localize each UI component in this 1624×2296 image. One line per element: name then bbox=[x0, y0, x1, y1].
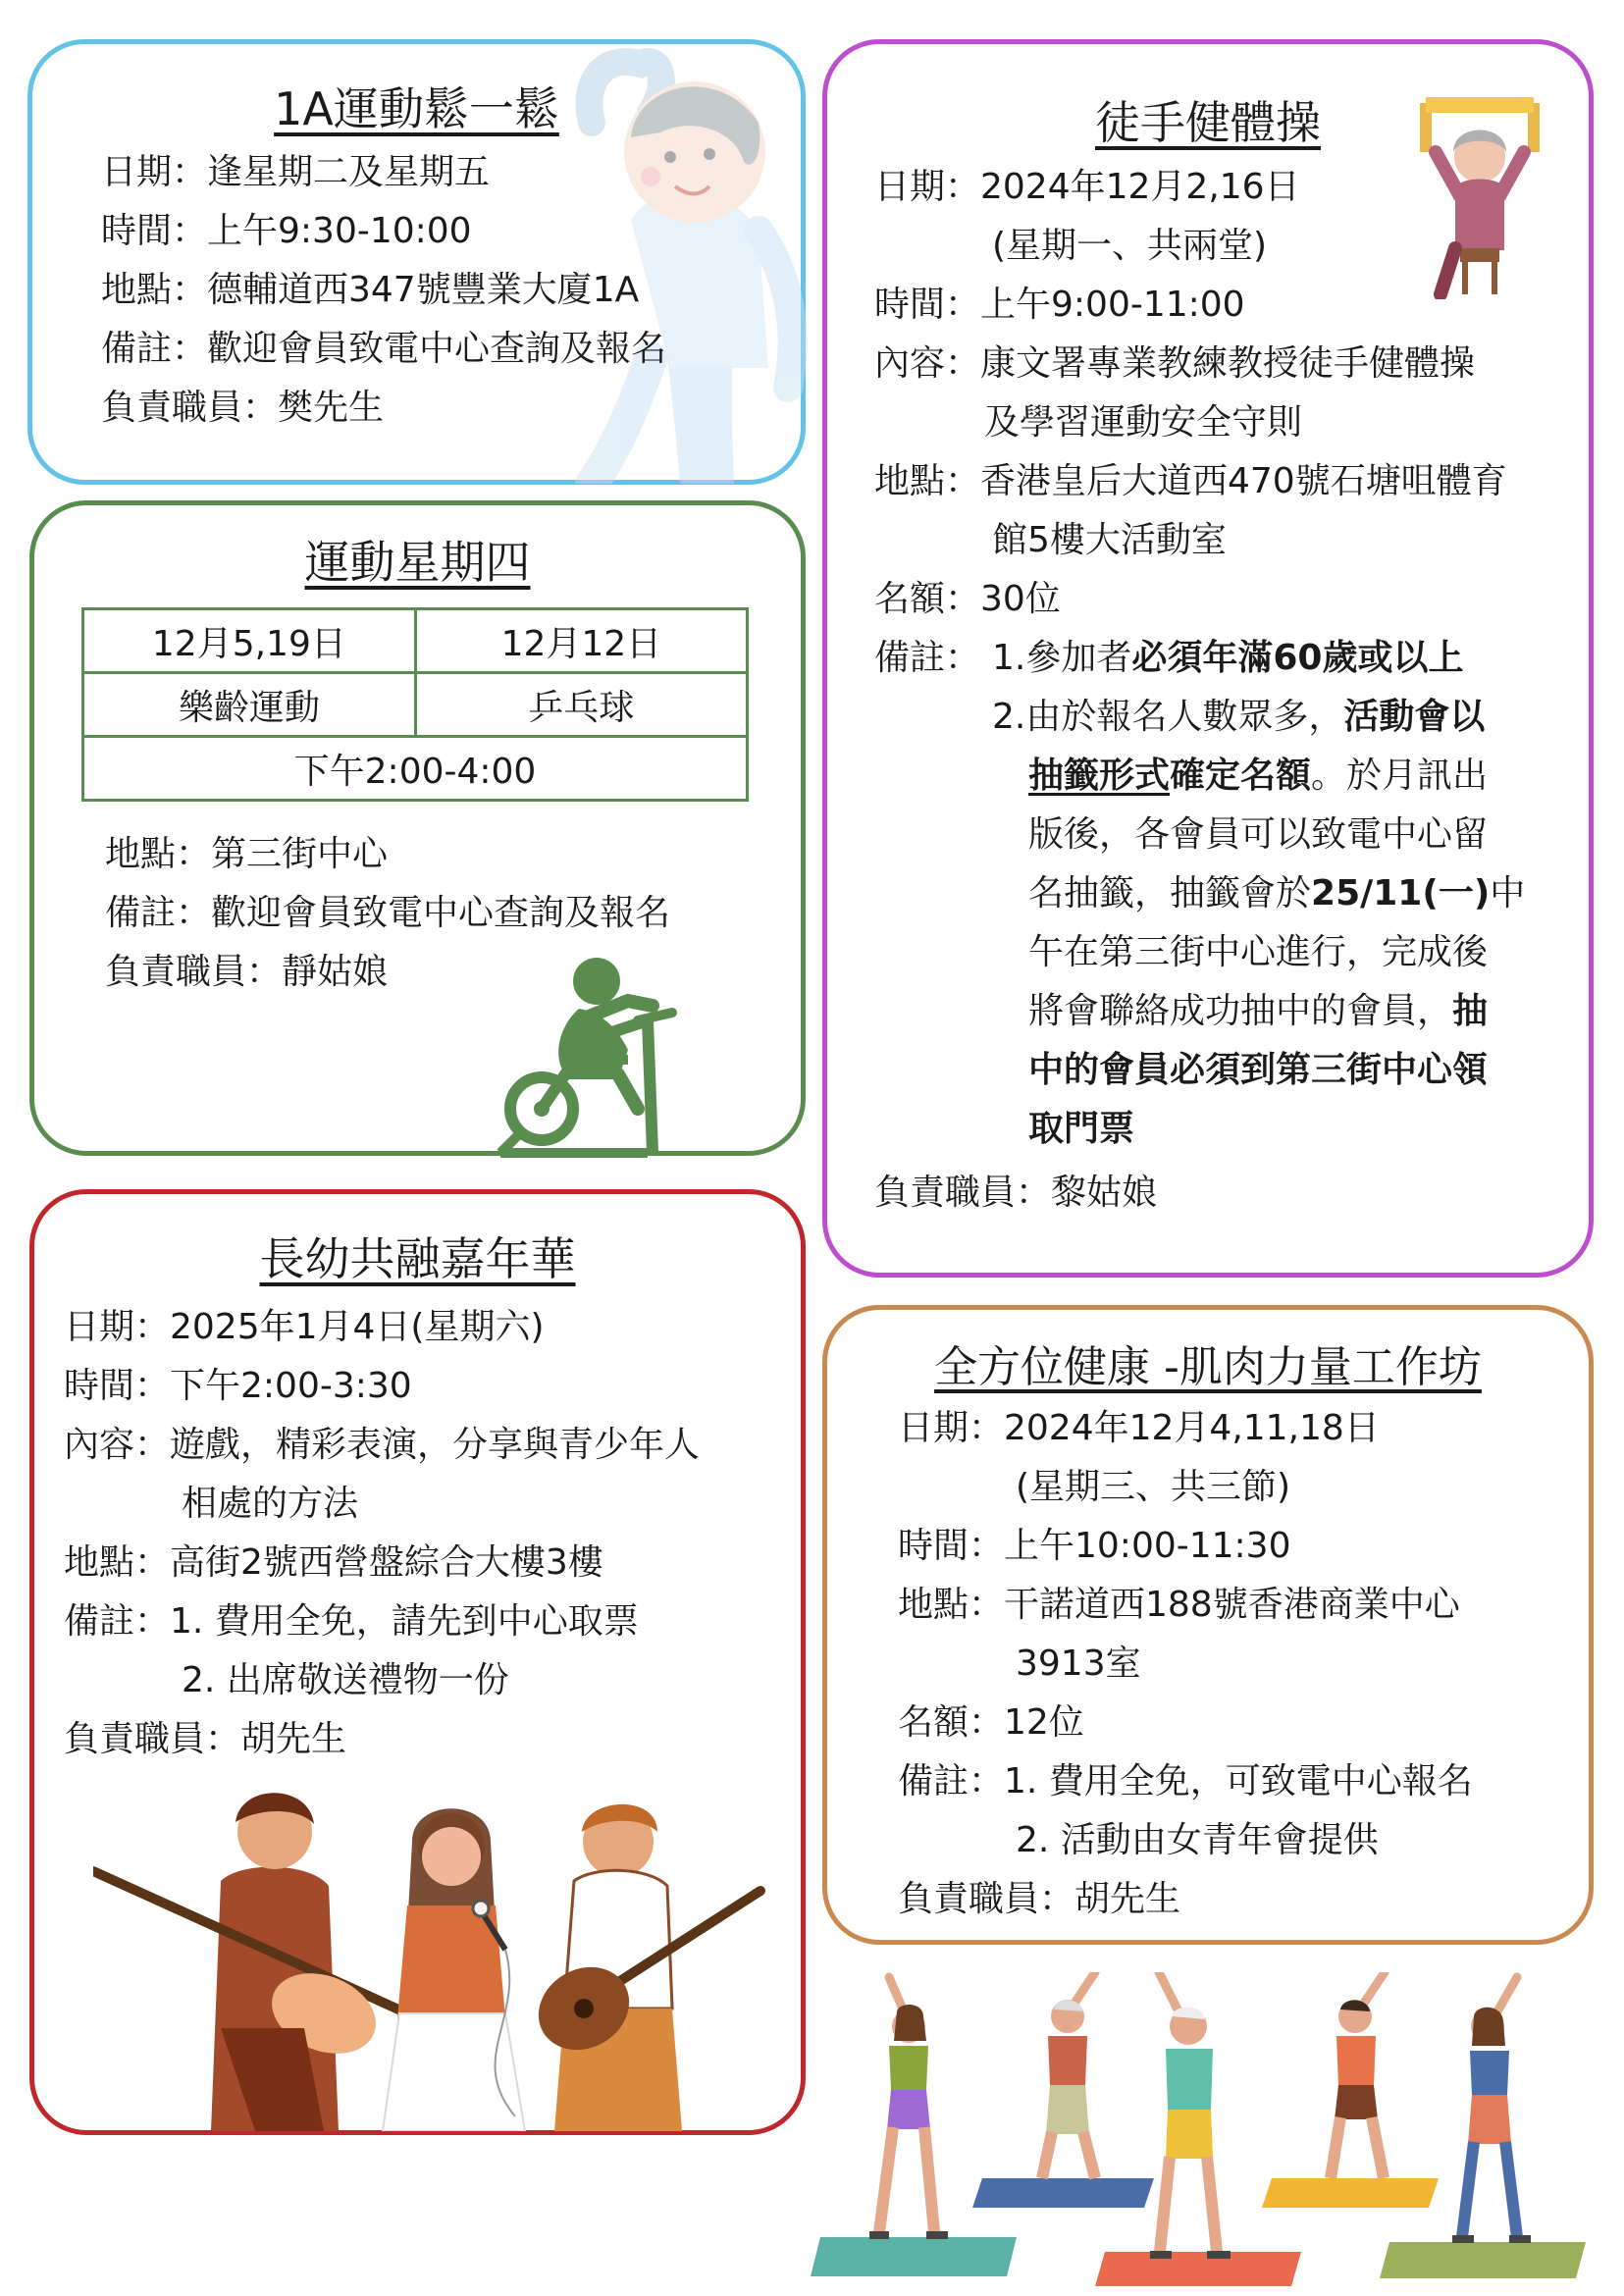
schedule-activity-2: 乒乓球 bbox=[415, 673, 747, 737]
card-freehand-date-note: (星期一、共兩堂) bbox=[992, 226, 1268, 266]
remark-2-e-a: 名抽籤，抽籤會於 bbox=[1028, 873, 1312, 913]
card-freehand-location-cont: 館5樓大活動室 bbox=[992, 520, 1227, 560]
exercise-bike-icon bbox=[481, 952, 746, 1158]
card-freehand-quota: 名額：30位 bbox=[874, 579, 1061, 619]
card-freehand-remark-label: 備註： bbox=[874, 638, 981, 678]
remark-2-c-bold: 確定名額 bbox=[1170, 756, 1312, 796]
card-muscle-quota: 名額：12位 bbox=[898, 1702, 1084, 1743]
remark-2-g-b: 抽 bbox=[1452, 991, 1489, 1031]
remark-2-g-a: 將會聯絡成功抽中的會員， bbox=[1028, 991, 1453, 1031]
remark-1-prefix: 1.參加者 bbox=[992, 638, 1132, 678]
card-freehand-exercise bbox=[822, 39, 1594, 1278]
card-thursday-exercise bbox=[29, 500, 806, 1156]
card-muscle-title: 全方位健康 -肌肉力量工作坊 bbox=[934, 1342, 1482, 1392]
card-freehand-title: 徒手健體操 bbox=[1095, 96, 1321, 149]
card-thursday-title: 運動星期四 bbox=[304, 536, 531, 589]
card-freehand-remark-2h: 中的會員必須到第三街中心領 bbox=[1028, 1050, 1489, 1090]
card-muscle-date: 日期：2024年12月4,11,18日 bbox=[898, 1408, 1380, 1448]
card-muscle-time: 時間：上午10:00-11:30 bbox=[898, 1526, 1291, 1566]
card-carnival-remark-2: 2. 出席敬送禮物一份 bbox=[182, 1660, 509, 1700]
card-freehand-remark-2c bbox=[1028, 756, 1488, 796]
card-carnival-location: 地點：高街2號西營盤綜合大樓3樓 bbox=[64, 1542, 603, 1583]
card-freehand-content-cont: 及學習運動安全守則 bbox=[984, 402, 1303, 443]
card-muscle-remark-1: 備註：1. 費用全免，可致電中心報名 bbox=[898, 1761, 1473, 1801]
card-freehand-remark-2d: 版後，各會員可以致電中心留 bbox=[1028, 814, 1489, 855]
group-stretching-icon bbox=[811, 1972, 1596, 2291]
card-muscle-location: 地點：干諾道西188號香港商業中心 bbox=[898, 1585, 1460, 1625]
card-freehand-staff: 負責職員：黎姑娘 bbox=[874, 1173, 1158, 1213]
card-muscle-staff: 負責職員：胡先生 bbox=[898, 1879, 1181, 1919]
card-freehand-time: 時間：上午9:00-11:00 bbox=[874, 285, 1245, 325]
card-1a-date: 日期：逢星期二及星期五 bbox=[101, 152, 491, 192]
remark-2-b: 活動會以 bbox=[1343, 697, 1486, 737]
schedule-date-1: 12月5,19日 bbox=[83, 609, 416, 673]
schedule-time: 下午2:00-4:00 bbox=[83, 737, 748, 801]
card-carnival-content-cont: 相處的方法 bbox=[182, 1484, 359, 1524]
card-1a-remark: 備註：歡迎會員致電中心查詢及報名 bbox=[101, 329, 667, 369]
card-carnival-time: 時間：下午2:00-3:30 bbox=[64, 1366, 412, 1406]
card-carnival bbox=[29, 1189, 806, 2135]
card-freehand-remark-2f: 午在第三街中心進行，完成後 bbox=[1028, 932, 1489, 972]
card-freehand-content: 內容：康文署專業教練教授徒手健體操 bbox=[874, 343, 1476, 384]
card-muscle-location-cont: 3913室 bbox=[1016, 1644, 1141, 1684]
card-freehand-remark-2e bbox=[1028, 873, 1525, 913]
remark-2-a: 2.由於報名人數眾多， bbox=[992, 697, 1344, 737]
card-freehand-remark-2i: 取門票 bbox=[1028, 1109, 1135, 1149]
card-1a-time: 時間：上午9:30-10:00 bbox=[101, 211, 472, 251]
remark-2-c-underline: 抽籤形式 bbox=[1028, 756, 1171, 796]
schedule-date-2: 12月12日 bbox=[415, 609, 747, 673]
remark-2-c-rest: 。於月訊出 bbox=[1311, 756, 1489, 796]
card-1a-title: 1A運動鬆一鬆 bbox=[274, 82, 559, 135]
card-carnival-staff: 負責職員：胡先生 bbox=[64, 1719, 347, 1759]
card-freehand-remark-1 bbox=[992, 638, 1463, 678]
card-thursday-staff: 負責職員：靜姑娘 bbox=[105, 952, 389, 992]
card-thursday-location: 地點：第三街中心 bbox=[105, 834, 389, 874]
card-muscle-workshop bbox=[822, 1305, 1594, 1945]
card-1a-exercise bbox=[27, 39, 806, 485]
card-freehand-remark-2g bbox=[1028, 991, 1488, 1031]
card-freehand-location: 地點：香港皇后大道西470號石塘咀體育 bbox=[874, 461, 1507, 501]
card-carnival-content: 內容：遊戲，精彩表演，分享與青少年人 bbox=[64, 1425, 701, 1465]
card-muscle-date-note: (星期三、共三節) bbox=[1016, 1467, 1291, 1507]
schedule-table bbox=[81, 607, 749, 802]
card-carnival-date: 日期：2025年1月4日(星期六) bbox=[64, 1307, 545, 1347]
card-freehand-date: 日期：2024年12月2,16日 bbox=[874, 167, 1300, 207]
remark-1-bold: 必須年滿60歲或以上 bbox=[1131, 638, 1464, 678]
card-1a-location: 地點：德輔道西347號豐業大廈1A bbox=[101, 270, 640, 310]
schedule-activity-1: 樂齡運動 bbox=[83, 673, 416, 737]
card-freehand-remark-2a bbox=[992, 697, 1485, 737]
card-muscle-remark-2: 2. 活動由女青年會提供 bbox=[1016, 1820, 1379, 1860]
card-carnival-remark-1: 備註：1. 費用全免，請先到中心取票 bbox=[64, 1601, 639, 1642]
card-carnival-title: 長幼共融嘉年華 bbox=[259, 1232, 576, 1285]
remark-2-e-b: 25/11(一) bbox=[1311, 873, 1491, 913]
remark-2-e-c: 中 bbox=[1490, 873, 1526, 913]
card-1a-staff: 負責職員：樊先生 bbox=[101, 388, 385, 428]
card-thursday-remark: 備註：歡迎會員致電中心查詢及報名 bbox=[105, 893, 671, 933]
band-players-icon bbox=[93, 1763, 780, 2131]
